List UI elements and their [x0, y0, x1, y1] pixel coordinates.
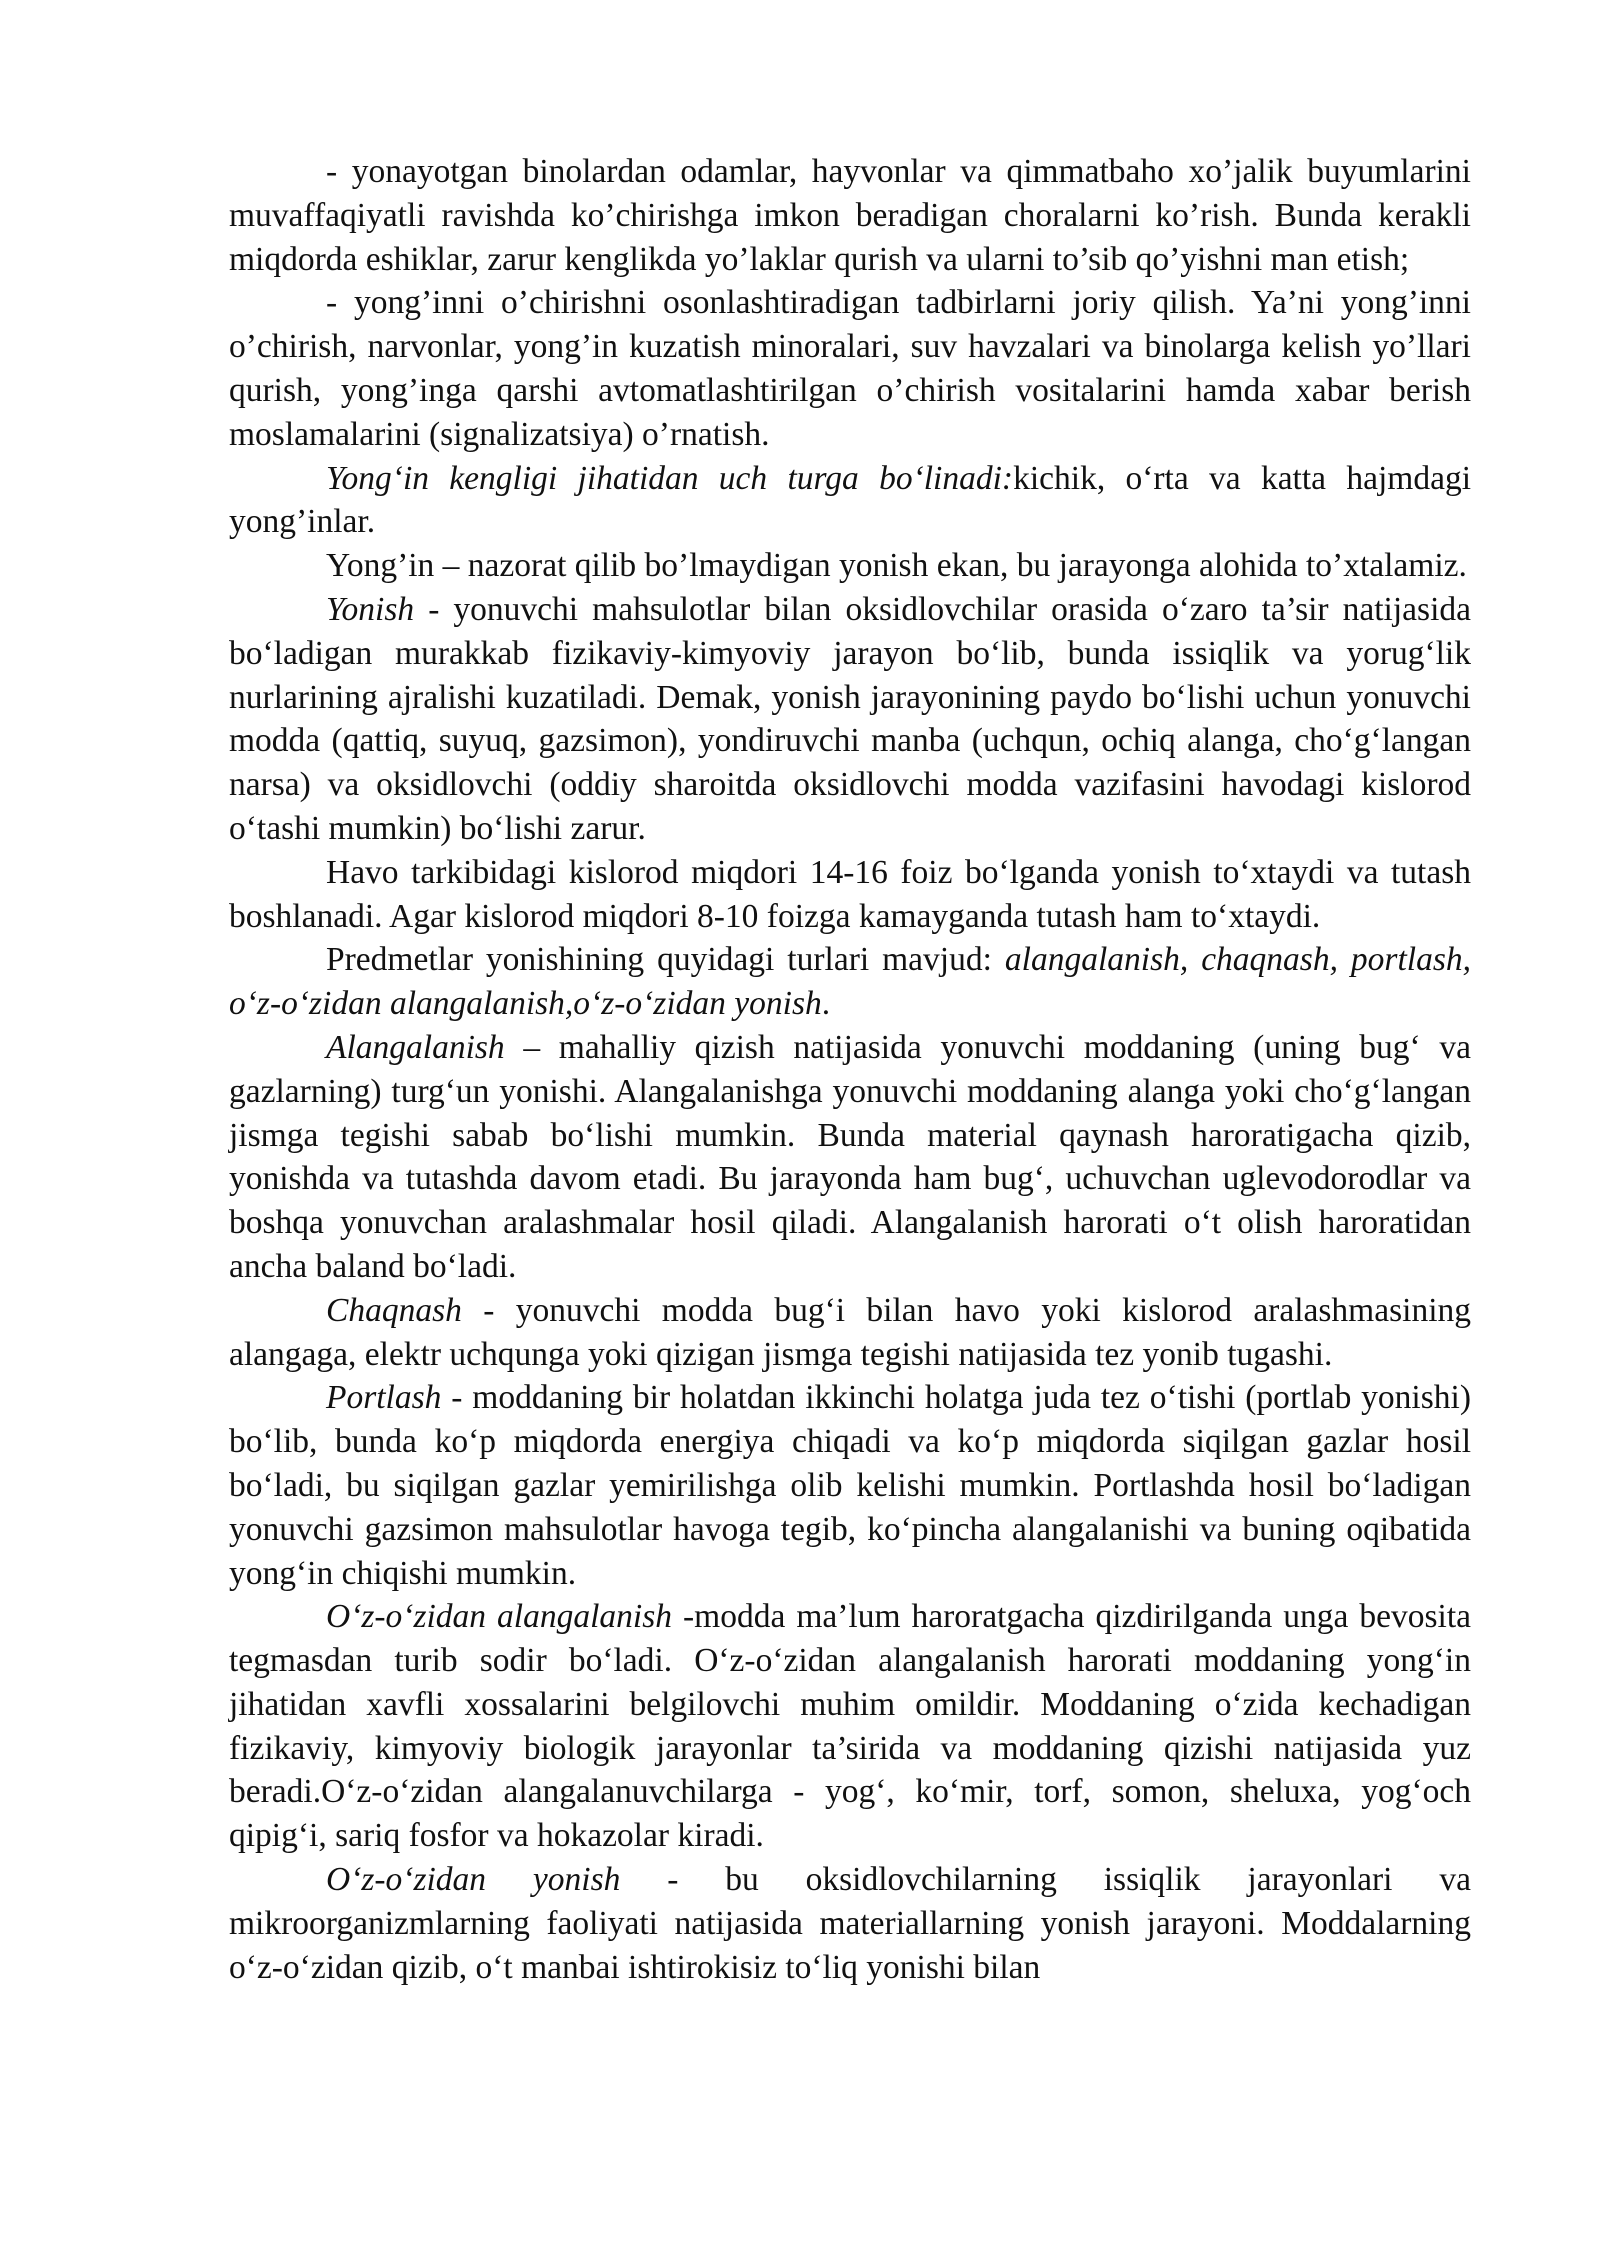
paragraph	[229, 1858, 1471, 1989]
paragraph	[229, 588, 1471, 851]
italic-text-run: Alangalanish	[326, 1028, 505, 1066]
paragraph	[229, 1289, 1471, 1377]
paragraph	[229, 150, 1471, 281]
text-run: - yong’inni o’chirishni osonlashtiradigan tadbirlarni joriy qilish. Ya’ni yong’inni o’chirish, narvonlar, yong’in kuzatish minoralari, suv havzalari va binolarga kelish yo’llari qurish, yong’inga qarshi avtomatlashtirilgan o’chirish vositalarini hamda xabar berish moslamalarini (signalizatsiya) o’rnatish.	[229, 284, 1471, 453]
text-run: Predmetlar yonishining quyidagi turlari mavjud:	[326, 941, 1005, 979]
text-run: kichik, o‘rta va katta hajmdagi yong’inlar.	[229, 459, 1471, 541]
text-run: - yonuvchi mahsulotlar bilan oksidlovchilar orasida o‘zaro ta’sir natijasida bo‘ladigan murakkab fizikaviy-kimyoviy jarayon bo‘lib, bunda issiqlik va yorug‘lik nurlarining ajralishi kuzatiladi. Demak, yonish jarayonining paydo bo‘lishi uchun yonuvchi modda (qattiq, suyuq, gazsimon), yondiruvchi manba (uchqun, ochiq alanga, cho‘g‘langan narsa) va oksidlovchi (oddiy sharoitda oksidlovchi modda vazifasini havodagi kislorod o‘tashi mumkin) bo‘lishi zarur.	[229, 590, 1471, 847]
text-run: Yong’in – nazorat qilib bo’lmaydigan yonish ekan, bu jarayonga alohida to’xtalamiz.	[326, 547, 1467, 585]
text-run: - yonuvchi modda bug‘i bilan havo yoki kislorod aralashmasining alangaga, elektr uchqunga yoki qizigan jismga tegishi natijasida tez yonib tugashi.	[229, 1291, 1471, 1373]
text-run: - yonayotgan binolardan odamlar, hayvonlar va qimmatbaho xo’jalik buyumlarini muvaffaqiyatli ravishda ko’chirishga imkon beradigan choralarni ko’rish. Bunda kerakli miqdorda eshiklar, zarur kenglikda yo’laklar qurish va ularni to’sib qo’yishni man etish;	[229, 153, 1471, 278]
italic-text-run: Portlash	[326, 1379, 442, 1417]
paragraph	[229, 1376, 1471, 1595]
paragraph	[229, 544, 1471, 588]
italic-text-run: alangalanish, chaqnash, portlash, o‘z-o‘zidan alangalanish,o‘z-o‘zidan yonish	[229, 941, 1471, 1023]
paragraph	[229, 1026, 1471, 1289]
text-run: - bu oksidlovchilarning issiqlik jarayonlari va mikroorganizmlarning faoliyati natijasida materiallarning yonish jarayoni. Moddalarning o‘z-o‘zidan qizib, o‘t manbai ishtirokisiz to‘liq yonishi bilan	[229, 1861, 1471, 1986]
text-run: Havo tarkibidagi kislorod miqdori 14-16 foiz bo‘lganda yonish to‘xtaydi va tutash boshlanadi. Agar kislorod miqdori 8-10 foizga kamayganda tutash ham to‘xtaydi.	[229, 853, 1471, 935]
text-run: -modda ma’lum haroratgacha qizdirilganda unga bevosita tegmasdan turib sodir bo‘ladi. O‘z-o‘zidan alangalanish harorati moddaning yong‘in jihatidan xavfli xossalarini belgilovchi muhim omildir. Moddaning o‘zida kechadigan fizikaviy, kimyoviy biologik jarayonlar ta’sirida va moddaning qizishi natijasida yuz beradi.O‘z-o‘zidan alangalanuvchilarga - yog‘, ko‘mir, torf, somon, sheluxa, yog‘och qipig‘i, sariq fosfor va hokazolar kiradi.	[229, 1598, 1471, 1855]
italic-text-run: Yonish	[326, 590, 415, 628]
paragraph	[229, 1595, 1471, 1858]
text-run: – mahalliy qizish natijasida yonuvchi moddaning (uning bug‘ va gazlarning) turg‘un yonishi. Alangalanishga yonuvchi moddaning alanga yoki cho‘g‘langan jismga tegishi sabab bo‘lishi mumkin. Bunda material qaynash haroratigacha qizib, yonishda va tutashda davom etadi. Bu jarayonda ham bug‘, uchuvchan uglevodorodlar va boshqa yonuvchan aralashmalar hosil qiladi. Alangalanish harorati o‘t olish haroratidan ancha baland bo‘ladi.	[229, 1028, 1471, 1285]
paragraph	[229, 281, 1471, 456]
text-run: .	[821, 985, 831, 1023]
paragraph	[229, 851, 1471, 939]
document-page	[229, 150, 1471, 1989]
italic-text-run: Yong‘in kengligi jihatidan uch turga bo‘linadi:	[326, 459, 1014, 497]
text-run: - moddaning bir holatdan ikkinchi holatga juda tez o‘tishi (portlab yonishi) bo‘lib, bunda ko‘p miqdorda energiya chiqadi va ko‘p miqdorda siqilgan gazlar hosil bo‘ladi, bu siqilgan gazlar yemirilishga olib kelishi mumkin. Portlashda hosil bo‘ladigan yonuvchi gazsimon mahsulotlar havoga tegib, ko‘pincha alangalanishi va buning oqibatida yong‘in chiqishi mumkin.	[229, 1379, 1471, 1592]
paragraph	[229, 938, 1471, 1026]
paragraph	[229, 457, 1471, 545]
italic-text-run: Chaqnash	[326, 1291, 462, 1329]
italic-text-run: O‘z-o‘zidan alangalanish	[326, 1598, 672, 1636]
italic-text-run: O‘z-o‘zidan yonish	[326, 1861, 621, 1899]
